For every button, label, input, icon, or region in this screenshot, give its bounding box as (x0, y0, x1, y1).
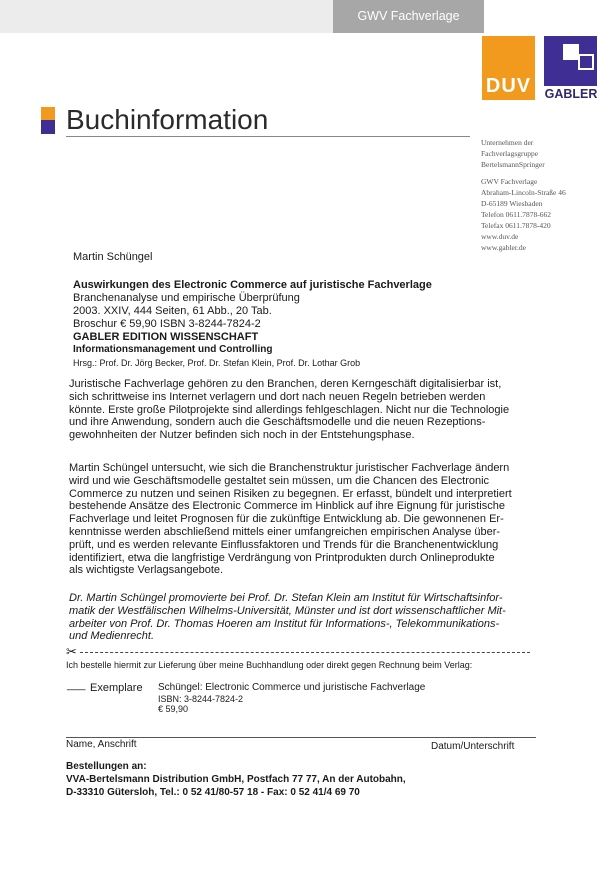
address-line: Fachverlagsgruppe (481, 149, 539, 158)
paragraph-line: Juristische Fachverlage gehören zu den Branchen, deren Kerngeschäft digitalisierbar ist, (69, 378, 502, 390)
distributor-address: VVA-Bertelsmann Distribution GmbH, Postfach 77 77, An der Autobahn, (66, 774, 406, 785)
paragraph-line: prüft, und es werden relevante Einflussfaktoren und Trends für die Branchenentwicklung (69, 538, 499, 551)
address-line: Telefon 0611.7878-662 (481, 210, 552, 219)
gabler-logo-text: GABLER (544, 87, 598, 101)
copies-label: Exemplare (90, 682, 143, 694)
paragraph-line: wird und wie Geschäftsmodelle gestaltet sein müssen, um die Chancen des Electronic (69, 474, 490, 487)
book-series: GABLER EDITION WISSENSCHAFT (73, 331, 259, 343)
address-line: www.gabler.de (481, 243, 526, 252)
signature-line[interactable] (66, 737, 536, 738)
paragraph-line: könnte. Erste große Pilotprojekte sind allerdings fehlgeschlagen. Nicht nur die Technologie (69, 403, 510, 416)
address-line: D-65189 Wiesbaden (481, 199, 543, 208)
address-line: Unternehmen der (481, 138, 534, 147)
paragraph-line: als wichtigste Verlagsangebote. (69, 564, 224, 577)
paragraph-line: und ihre Anwendung, sondern auch die Geschäftsmodelle und die neuen Rezeptions- (69, 416, 486, 429)
order-item-price: € 59,90 (158, 704, 189, 714)
address-line: BertelsmannSpringer (481, 160, 545, 169)
publisher-banner: GWV Fachverlage (357, 9, 460, 23)
order-item-title: Schüngel: Electronic Commerce und juristische Fachverlage (158, 682, 426, 693)
gabler-logo-mark-inner (578, 54, 594, 70)
paragraph-line: sich schrittweise ins Internet verlagern und dort nach neuen Regeln betrieben werden (69, 390, 486, 403)
page-title: Buchinformation (66, 104, 269, 135)
bio-line: und Medienrecht. (69, 630, 154, 643)
address-line: Abraham-Lincoln-Straße 46 (481, 188, 566, 197)
paragraph-line: kenntnisse werden abschließend mittels einer umfangreichen empirischen Analyse über- (69, 525, 501, 538)
cut-line (80, 652, 530, 653)
scissors-icon: ✂ (66, 644, 77, 659)
bio-line: matik der Westfälischen Wilhelms-Universität, Münster und ist dort wissenschaftlicher Mit- (69, 604, 506, 617)
description-paragraph-1 (69, 378, 509, 442)
book-details: 2003. XXIV, 444 Seiten, 61 Abb., 20 Tab. (73, 305, 272, 317)
paragraph-line: gewohnheiten der Nutzer befinden sich noch in der Entstehungsphase. (69, 429, 415, 442)
copies-blank[interactable]: ___ (67, 679, 86, 691)
name-address-label: Name, Anschrift (66, 739, 137, 750)
gabler-logo-mark (563, 44, 579, 60)
order-item-isbn: ISBN: 3-8244-7824-2 (158, 694, 244, 704)
author-bio (69, 592, 506, 643)
book-subtitle: Branchenanalyse und empirische Überprüfung (73, 292, 300, 304)
title-accent-blue (41, 120, 55, 134)
book-series-sub: Informationsmanagement und Controlling (73, 344, 273, 355)
title-accent-orange (41, 107, 55, 120)
order-intro: Ich bestelle hiermit zur Lieferung über meine Buchhandlung oder direkt gegen Rechnung beim Verlag: (66, 660, 473, 670)
description-paragraph-2 (69, 462, 512, 577)
address-line: www.duv.de (481, 232, 519, 241)
date-signature-label: Datum/Unterschrift (431, 741, 515, 752)
address-line: GWV Fachverlage (481, 177, 538, 186)
paragraph-line: identifiziert, etwa die langfristige Verdrängung von Printprodukten durch Onlineprodukte (69, 551, 495, 564)
bio-line: Dr. Martin Schüngel promovierte bei Prof. Dr. Stefan Klein am Institut für Wirtschaftsinfor- (69, 592, 503, 604)
paragraph-line: Martin Schüngel untersucht, wie sich die Branchenstruktur juristischer Fachverlage ändern (69, 462, 510, 474)
paragraph-line: Commerce zu nutzen und seinen Risiken zu begegnen. Er erfasst, bündelt und interpretiert (69, 487, 512, 500)
paragraph-line: bestehende Ansätze des Electronic Commerce im Hinblick auf ihre Eignung für juristische (69, 500, 505, 513)
address-line: Telefax 0611.7878-420 (481, 221, 551, 230)
book-price-isbn: Broschur € 59,90 ISBN 3-8244-7824-2 (73, 318, 261, 330)
bio-line: arbeiter von Prof. Dr. Thomas Hoeren am Institut für Informations-, Telekommunikations- (69, 617, 500, 630)
book-editors: Hrsg.: Prof. Dr. Jörg Becker, Prof. Dr. Stefan Klein, Prof. Dr. Lothar Grob (73, 358, 361, 368)
paragraph-line: Fachverlage und leitet Prognosen für die zukünftige Entwicklung ab. Die gewonnenen Er- (69, 513, 504, 526)
title-divider (66, 136, 470, 137)
book-title: Auswirkungen des Electronic Commerce auf juristische Fachverlage (73, 279, 432, 291)
duv-logo-text: DUV (485, 75, 532, 97)
distributor-contact: D-33310 Gütersloh, Tel.: 0 52 41/80-57 18 - Fax: 0 52 41/4 69 70 (66, 787, 360, 798)
book-author: Martin Schüngel (73, 251, 153, 263)
address-block (481, 137, 566, 253)
orders-heading: Bestellungen an: (66, 761, 147, 772)
